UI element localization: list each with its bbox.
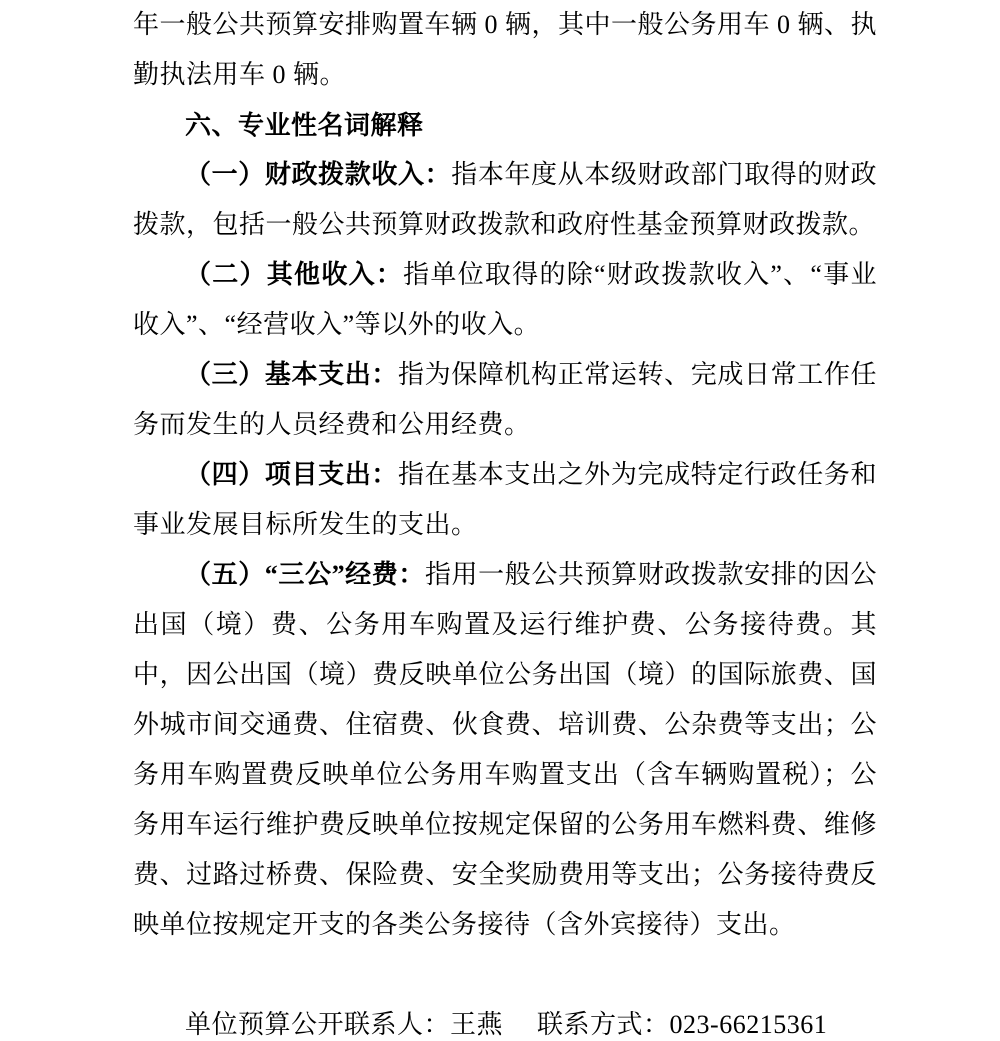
contact-line bbox=[133, 1000, 877, 1041]
body-text: 指单位取得的除“财政拨款收入”、“事业收入”、“经营收入”等以外的收入。 bbox=[133, 260, 877, 339]
paragraph bbox=[133, 0, 877, 100]
paragraph bbox=[133, 250, 877, 350]
term-label: （一）财政拨款收入： bbox=[185, 160, 452, 189]
contact-phone-label: 联系方式： bbox=[537, 1010, 670, 1039]
term-label: 六、专业性名词解释 bbox=[185, 110, 424, 140]
term-label: （四）项目支出： bbox=[185, 460, 398, 489]
document-body bbox=[133, 0, 877, 950]
paragraph bbox=[133, 150, 877, 250]
body-text: 指为保障机构正常运转、完成日常工作任务而发生的人员经费和公用经费。 bbox=[133, 360, 877, 439]
term-label: （三）基本支出： bbox=[185, 360, 398, 389]
contact-person-label: 单位预算公开联系人： bbox=[185, 1010, 451, 1039]
paragraph bbox=[133, 350, 877, 450]
body-text: 指本年度从本级财政部门取得的财政拨款，包括一般公共预算财政拨款和政府性基金预算财政拨款。 bbox=[133, 160, 877, 239]
contact-person-name: 王燕 bbox=[450, 1010, 504, 1039]
paragraph bbox=[133, 550, 877, 950]
paragraph bbox=[133, 450, 877, 550]
contact-phone-number: 023-66215361 bbox=[669, 1010, 828, 1039]
section-heading bbox=[133, 100, 877, 150]
body-text: 年一般公共预算安排购置车辆 0 辆，其中一般公务用车 0 辆、执勤执法用车 0 辆。 bbox=[133, 10, 878, 89]
term-label: （五）“三公”经费： bbox=[185, 560, 425, 589]
body-text: 指用一般公共预算财政拨款安排的因公出国（境）费、公务用车购置及运行维护费、公务接待费。其中，因公出国（境）费反映单位公务出国（境）的国际旅费、国外城市间交通费、住宿费、伙食费、培训费、公杂费等支出；公务用车购置费反映单位公务用车购置支出（含车辆购置税）；公务用车运行维护费反映单位按规定保留的公务用车燃料费、维修费、过路过桥费、保险费、安全奖励费用等支出；公务接待费反映单位按规定开支的各类公务接待（含外宾接待）支出。 bbox=[133, 560, 877, 939]
body-text: 指在基本支出之外为完成特定行政任务和事业发展目标所发生的支出。 bbox=[133, 460, 877, 539]
term-label: （二）其他收入： bbox=[185, 260, 404, 289]
